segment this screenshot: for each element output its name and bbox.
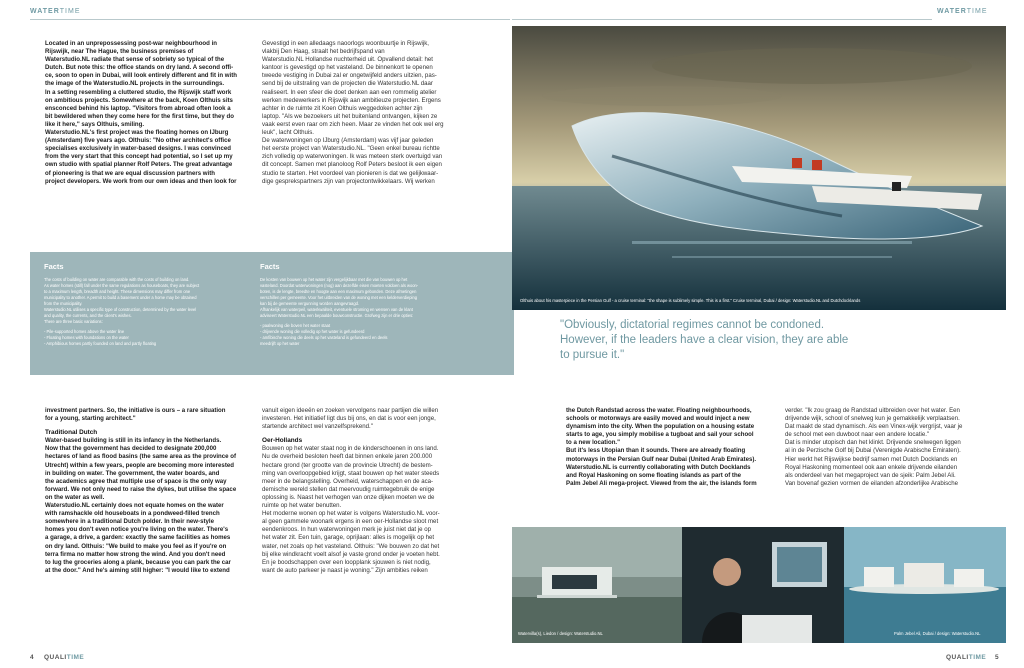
body-line: kantoor is gevestigd op het vasteland. De binnenkort te openen [262, 64, 433, 72]
article-right-english [566, 407, 776, 488]
left-header-rule [30, 19, 510, 20]
facts-line: to a maximum length, breadth and height. These dimensions may differ from one [44, 289, 191, 294]
left-header-time: TIME [59, 8, 81, 15]
body-line: studio te starten. Het voordeel van pionieren is dat we gelijkwaar- [262, 169, 439, 177]
facts-list-item: - paalwoning die boven het water staat [260, 323, 331, 328]
body-line: want de auto parkeer je naast je woning." Zijn ambities reiken [262, 566, 428, 574]
body-line: demische wereld stellen dat meervoudig ruimtegebruik de enige [262, 485, 435, 493]
body-line: forward. We not only need to raise the dykes, but utilise the space [45, 485, 237, 493]
body-line: to a new location." [566, 439, 621, 447]
body-line: and Royal Haskoning on some floating islands as part of the [566, 471, 742, 479]
facts-line: verschillen per gemeente. Voor het uitbreiden van de woning met een kelderverdieping [260, 295, 418, 300]
right-header-brand [937, 8, 988, 15]
body-line: in building on water. The government, the water boards, and [45, 469, 220, 477]
right-footer-quali: QUALI [946, 654, 969, 661]
body-line: Gevestigd in een alledaags naoorlogs woonbuurtje in Rijswijk, [262, 40, 429, 47]
watervilla-caption: Watervilla(s), Liedon / design: Waterstudio.NL [518, 631, 603, 636]
body-line: own studio with spatial planner Rolf Peters. The great advantage [45, 161, 233, 169]
body-line: project developers. We work from our own ideas and then look for [45, 177, 237, 185]
body-line: (Amsterdam) five years ago. Olthuis: "No other architect's office [45, 137, 231, 145]
body-line: het water zit. Een tuin, garage, oprijlaan: alles is mogelijk op het [262, 534, 435, 542]
body-line: homes you don't even notice you're living on the water. There's [45, 526, 229, 534]
body-line: hectares of land as flood basins (the same area as the province of [45, 453, 236, 461]
body-line: Utrecht) within a few years, people are becoming more interested [45, 461, 234, 469]
body-line: for a young, starting architect." [45, 415, 136, 423]
body-line: the Dutch Randstad across the water. Floating neighbourhoods, [566, 407, 752, 414]
body-line: Dutch. But note this: the office stands on dry land. A second offi- [45, 64, 234, 72]
body-line: Het moderne wonen op het water is volgens Waterstudio.NL voor- [262, 510, 440, 518]
body-line: terra firma no matter how strong the wind. And you don't need [45, 550, 226, 558]
section-heading-traditional-dutch: Traditional Dutch [45, 429, 98, 437]
body-line: de school met een duwboot naar een andere locatie." [785, 431, 930, 439]
body-line: ce, soon to open in Dubai, will look entirely different and fit in with [45, 72, 237, 80]
body-line: motorways in the Persian Gulf near Dubai (United Arab Emirates). [566, 455, 757, 463]
body-line: dit concept. Samen met planoloog Rolf Peters besloot ik een eigen [262, 161, 442, 169]
facts-line: Waterstudio.NL utilises a specific type of construction, determined by the water level [44, 307, 197, 312]
body-line: Waterstudio.NL certainly does not equate homes on the water [45, 502, 224, 510]
cruise-terminal-photo [512, 26, 1006, 310]
palm-jebel-ali-caption: Palm Jebel Ali, Dubai / design: Waterstudio.NL [894, 631, 981, 636]
office-photo [682, 527, 844, 643]
body-line: leuk", lacht Olthuis. [262, 129, 314, 137]
body-line: tweede vestiging in Dubai zal er ongetwijfeld anders uitzien, pas- [262, 72, 437, 80]
body-line: Palm Jebel Ali mega-project. Viewed from the air, the islands form [566, 479, 757, 487]
body-line: But it's less Utopian than it sounds. There are already floating [566, 447, 746, 455]
body-line: Royal Haskoning momenteel ook aan enkele drijvende eilanden [785, 463, 958, 471]
body-line: In a setting resembling a cluttered studio, the Rijswijk staff work [45, 88, 232, 96]
left-page-number: 4 [30, 654, 34, 661]
body-line: a garage, a drive, a garden: exactly the same facilities as homes [45, 534, 231, 542]
facts-line: There are three basic variations: [44, 319, 103, 324]
article-continued-dutch [262, 407, 467, 575]
right-header-rule [512, 19, 932, 20]
body-line: hectare grond (ter grootte van de provincie Utrecht) de bestem- [262, 461, 433, 469]
body-line: Nu de overheid besloten heeft dat binnen enkele jaren 200.000 [262, 453, 433, 461]
body-line: vaak eerst even raar om zich heen. Maar ze vinden het ook wel erg [262, 120, 444, 128]
watervilla-illustration [512, 527, 682, 643]
facts-line: adviseert Waterstudio.NL een bepaalde bouwconstructie. Grofweg zijn er drie opties: [260, 313, 414, 318]
body-line: zich volledig op waterwoningen. Ik was meteen sterk overtuigd van [262, 153, 443, 161]
body-line: meer in de belangstelling. Overheid, waterschappen en de aca- [262, 477, 434, 485]
body-line: Now that the government has decided to designate 200,000 [45, 445, 217, 453]
body-line: realiseert. In een sfeer die doet denken aan een rommelig atelier [262, 88, 437, 96]
body-line: to lug the groceries along a plank, because you can park the car [45, 558, 231, 566]
facts-title-english: Facts [44, 262, 64, 271]
body-line: het eerste project van Waterstudio.NL. "Geen enkel bureau richtte [262, 145, 440, 153]
cruise-terminal-illustration [512, 26, 1006, 310]
body-line: from the very start that this concept had potential, so I set up my [45, 153, 233, 161]
body-line: on dry land. Olthuis: "We build to make you feel as if you're on [45, 542, 227, 550]
body-line: somewhere in a traditional Dutch polder. In their new-style [45, 518, 214, 526]
left-header-water: WATER [30, 8, 60, 15]
palm-jebel-ali-illustration [844, 527, 1006, 643]
body-line: Dat is minder utopisch dan het klinkt. Drijvende snelwegen liggen [785, 439, 961, 447]
body-line: specialises exclusively in water-based designs. I was convinced [45, 145, 231, 153]
section-heading-oer-hollands: Oer-Hollands [262, 437, 303, 445]
body-line: Dat maakt de stad dynamisch. Als een Vinex-wijk vergrijst, vaar je [785, 423, 963, 431]
body-line: Waterstudio.NL Hollandse nuchterheid uit. Opvallend detail: het [262, 56, 433, 64]
facts-line: from the municipality. [44, 301, 83, 306]
body-line: ming van overloopgebied krijgt, staat bouwen op het water steeds [262, 469, 440, 477]
left-footer-quali: QUALI [44, 654, 67, 661]
body-line: bit bewildered when they come here for the first time, but they do [45, 112, 234, 120]
article-continued-english [45, 407, 250, 575]
facts-list-item: - drijvende woning die volledig op het water is gefundeerd [260, 329, 365, 334]
body-line: Van bovenaf gezien vormen de eilanden afzonderlijke Arabische [785, 479, 958, 487]
facts-list-item: - Amphibious homes partly founded on land and partly floating [44, 341, 157, 346]
body-line: dynamism into the city. When the population on a housing estate [566, 423, 755, 431]
facts-list-item: - amfibische woning die deels op het vasteland is gefundeerd en deels [260, 335, 388, 340]
facts-line: vasteland. Doordat waterwoningen (nog) aan dezelfde eisen moeten voldoen als woon- [260, 283, 419, 288]
body-line: investment partners. So, the initiative is ours – a rare situation [45, 407, 226, 414]
pull-quote: "Obviously, dictatorial regimes cannot be condoned. However, if the leaders have a clear vision, they are able to pursue it." [560, 319, 849, 361]
body-line: on ambitious projects. Somewhere at the back, Koen Olthuis sits [45, 96, 233, 104]
body-line: ruimte op het water benutten. [262, 502, 342, 510]
body-line: Water-based building is still in its infancy in the Netherlands. [45, 437, 222, 445]
body-line: al geen gammele woonark ergens in een oer-Hollandse sloot met [262, 518, 439, 526]
body-line: schools or motorways are easily moved and would inject a new [566, 415, 750, 423]
article-right-dutch [785, 407, 997, 488]
office-illustration [682, 527, 844, 643]
right-header-time: TIME [966, 8, 988, 15]
body-line: dige gesprekspartners zijn van projectontwikkelaars. Wij werken [262, 177, 435, 185]
body-line: send bij de uitstraling van de projecten die Waterstudio.NL daar [262, 80, 433, 88]
left-footer-brand [44, 654, 84, 661]
facts-line: Afhankelijk van waterpeil, waterkwaliteit, eventuele stroming en wensen van de klant [260, 307, 413, 312]
right-footer-time: TIME [968, 654, 987, 661]
facts-body-dutch [260, 277, 490, 347]
body-line: eendenkroos. In hun waterwoningen merk je juist niet dat je op [262, 526, 432, 534]
facts-line: municipality to another. A permit to build a basement under a home may be obtained [44, 295, 197, 300]
facts-line: and quality, the currents, and the client's wishes. [44, 313, 132, 318]
body-line: investeren. Het initiatief ligt dus bij ons, en dat is voor een jonge, [262, 415, 436, 423]
watervilla-photo [512, 527, 682, 643]
body-line: werken medewerkers in Rijswijk aan ambitieuze projecten. Ergens [262, 96, 441, 104]
facts-line: De kosten van bouwen op het water zijn vergelijkbaar met die van bouwen op het [260, 277, 408, 282]
left-footer-time: TIME [66, 654, 85, 661]
right-header-water: WATER [937, 8, 967, 15]
article-intro-english [45, 40, 250, 186]
body-line: al in de Perzische Golf bij Dubai (Verenigde Arabische Emiraten). [785, 447, 961, 455]
body-line: Waterstudio.NL's first project was the floating homes on IJburg [45, 129, 229, 137]
body-line: on the water as well. [45, 493, 105, 501]
body-line: at the door." And he's aiming still higher: "I would like to extend [45, 566, 230, 574]
body-line: Waterstudio.NL is currently collaborating with Dutch Docklands [566, 463, 751, 471]
palm-jebel-ali-photo [844, 527, 1006, 643]
body-line: vanuit eigen ideeën en zoeken vervolgens naar partijen die willen [262, 407, 439, 414]
body-line: Rijswijk, near The Hague, the business premises of [45, 48, 194, 56]
facts-box [30, 252, 514, 375]
body-line: with ramshackle old houseboats in a pondweed-filled trench [45, 510, 220, 518]
body-line: Waterstudio.NL radiate that sense of sobriety so typical of the [45, 56, 225, 64]
facts-list-item: - Pile-supported homes above the water line [44, 329, 125, 334]
facts-list-item: - Floating homes with foundations on the water [44, 335, 129, 340]
facts-list-item: meedrijft op het water [260, 341, 300, 346]
body-line: oplossing is. Naast het verhogen van onze dijken moeten we de [262, 493, 435, 501]
body-line: the academics agree that multiple use of space is the only way [45, 477, 227, 485]
article-intro-dutch [262, 40, 467, 186]
right-page-number: 5 [995, 654, 999, 661]
body-line: laptop. "Als we bezoekers uit het buitenland ontvangen, kijken ze [262, 112, 438, 120]
facts-title-dutch: Facts [260, 262, 280, 271]
body-line: En je boodschappen over een loopplank sjouwen is niet nodig, [262, 558, 431, 566]
body-line: the image of the Waterstudio.NL projects in the surroundings. [45, 80, 225, 88]
left-header-brand [30, 8, 81, 15]
body-line: De waterwoningen op IJburg (Amsterdam) was vijf jaar geleden [262, 137, 434, 145]
body-line: Hier werkt het Rijswijkse bedrijf samen met Dutch Docklands en [785, 455, 958, 463]
body-line: bij elke windkracht voelt alsof je vaste grond onder je voeten hebt. [262, 550, 440, 558]
body-line: water, net zoals op het vasteland. Olthuis: "We bouwen zo dat het [262, 542, 440, 550]
body-line: als onderdeel van het megaproject van de sjeik: Palm Jebel Ali. [785, 471, 956, 479]
body-line: ensconced behind his laptop. "Visitors from abroad often look a [45, 104, 231, 112]
body-line: of pioneering is that we are equal discussion partners with [45, 169, 215, 177]
body-line: achter in de ruimte zit Koen Olthuis weggedoken achter zijn [262, 104, 423, 112]
facts-line: boten, is de lengte, breedte en hoogte aan een maximum gebonden. Deze afmetingen [260, 289, 417, 294]
facts-line: The costs of building on water are comparable with the costs of building on land. [44, 277, 190, 282]
cruise-terminal-caption: Olthuis about his masterpiece in the Persian Gulf - a cruise terminal: "the shape is sublimely simple. This is a first." Cruise terminal, Dubai / design: Waterstudio.NL and Dutchdocklands [520, 298, 861, 303]
body-line: startende architect wel vanzelfsprekend." [262, 423, 373, 431]
body-line: vlakbij Den Haag, straalt het bedrijfspand van [262, 48, 385, 56]
facts-line: As water homes (still) fall under the same regulations as houseboats, they are subject [44, 283, 200, 288]
facts-body-english [44, 277, 264, 347]
facts-line: kan bij de gemeente vergunning worden aangevraagd. [260, 301, 360, 306]
body-line: like it here," says Olthuis, smiling. [45, 120, 145, 128]
body-line: drijvende wijk, school of snelweg kun je gemakkelijk verplaatsen. [785, 415, 960, 423]
body-line: starts to age, you simply mobilise a tugboat and sail your school [566, 431, 754, 439]
body-line: Bouwen op het water staat nog in de kinderschoenen in ons land. [262, 445, 439, 453]
body-line: Located in an unprepossessing post-war neighbourhood in [45, 40, 217, 47]
body-line: verder. "Ik zou graag de Randstad uitbreiden over het water. Een [785, 407, 960, 414]
right-footer-brand [946, 654, 986, 661]
